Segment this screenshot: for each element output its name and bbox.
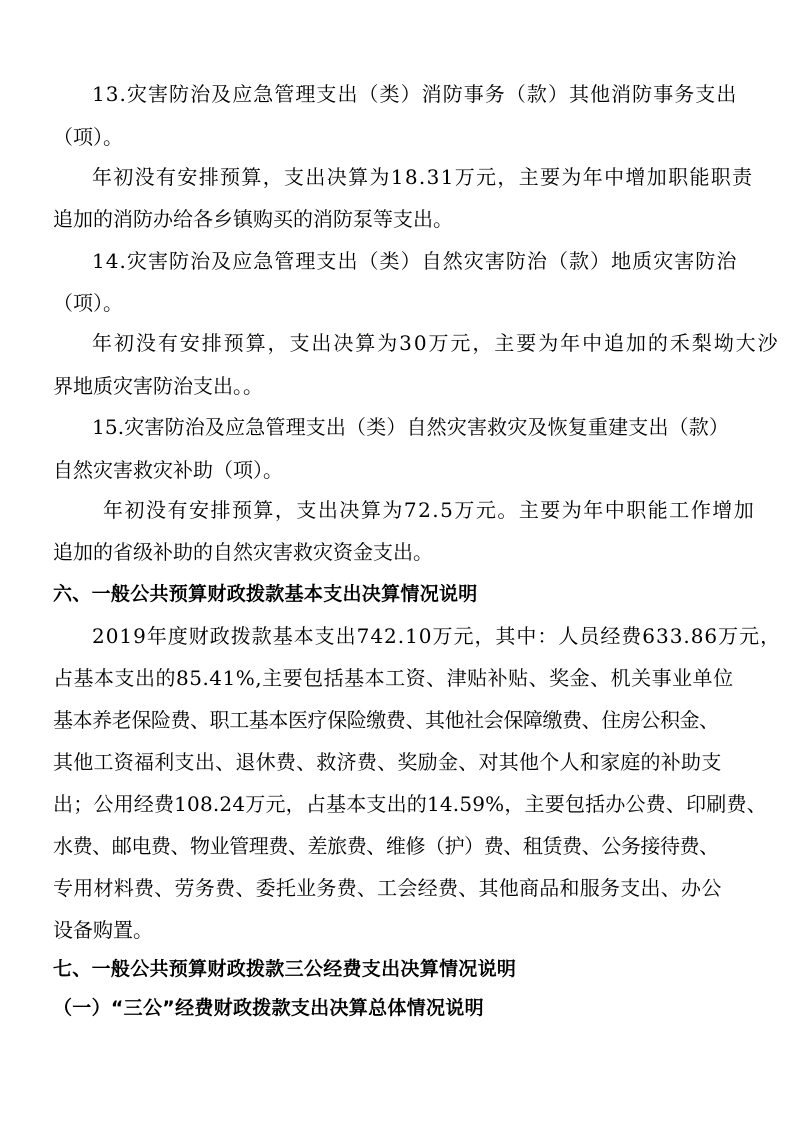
body-text-line: 出；公用经费108.24万元，占基本支出的14.59%，主要包括办公费、印刷费、 [53,792,767,816]
body-text-line: 界地质灾害防治支出。。 [53,374,263,398]
body-text-line: 自然灾害救灾补助（项）。 [53,458,283,482]
body-text-line: 占基本支出的85.41%,主要包括基本工资、津贴补贴、奖金、机关事业单位 [53,666,734,690]
body-text-line: 设备购置。 [53,918,153,942]
section-heading: 六、一般公共预算财政拨款基本支出决算情况说明 [53,583,478,605]
body-text-line: 追加的消防办给各乡镇购买的消防泵等支出。 [53,207,453,231]
subsection-heading: （一）“三公”经费财政拨款支出决算总体情况说明 [53,997,484,1019]
body-text-line: 15.灾害防治及应急管理支出（类）自然灾害救灾及恢复重建支出（款） [92,415,730,439]
body-text-line: 水费、邮电费、物业管理费、差旅费、维修（护）费、租赁费、公务接待费、 [53,834,719,858]
body-text-line: 年初没有安排预算，支出决算为18.31万元，主要为年中增加职能职责 [92,165,754,189]
body-text-line: 年初没有安排预算，支出决算为30万元，主要为年中追加的禾梨坳大沙 [92,331,780,355]
body-text-line: 13.灾害防治及应急管理支出（类）消防事务（款）其他消防事务支出 [92,82,738,106]
body-text-line: 14.灾害防治及应急管理支出（类）自然灾害防治（款）地质灾害防治 [92,249,738,273]
body-text-line: 专用材料费、劳务费、委托业务费、工会经费、其他商品和服务支出、办公 [53,876,722,900]
body-text-line: 追加的省级补助的自然灾害救灾资金支出。 [53,540,433,564]
body-text-line: 其他工资福利支出、退休费、救济费、奖励金、对其他个人和家庭的补助支 [53,750,722,774]
body-text-line: 基本养老保险费、职工基本医疗保险缴费、其他社会保障缴费、住房公积金、 [53,708,719,732]
body-text-line: 年初没有安排预算，支出决算为72.5万元。主要为年中职能工作增加 [103,498,756,522]
body-text-line: （项）。 [53,125,123,149]
body-text-line: （项）。 [53,291,123,315]
body-text-line: 2019年度财政拨款基本支出742.10万元，其中：人员经费633.86万元， [92,624,782,648]
section-heading: 七、一般公共预算财政拨款三公经费支出决算情况说明 [53,958,517,980]
